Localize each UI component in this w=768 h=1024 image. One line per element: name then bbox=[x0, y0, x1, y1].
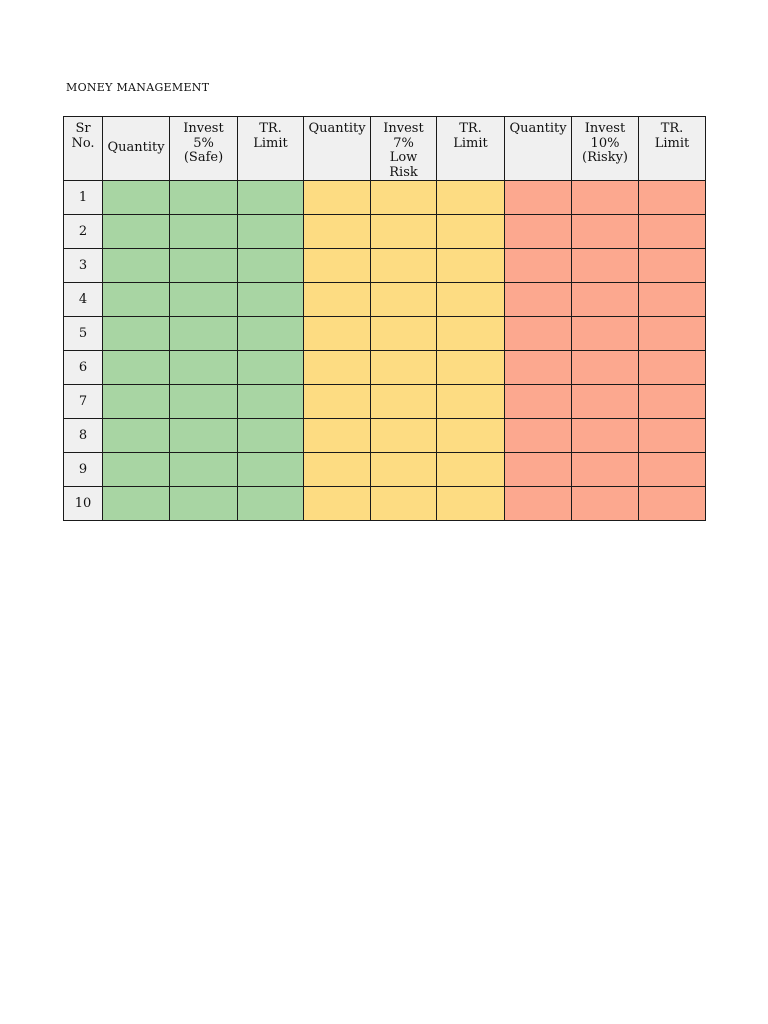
invest-5-safe-cell[interactable] bbox=[170, 453, 238, 487]
tr-limit-low-risk-cell[interactable] bbox=[437, 351, 505, 385]
tr-limit-risky-cell[interactable] bbox=[639, 181, 706, 215]
invest-5-safe-cell[interactable] bbox=[170, 249, 238, 283]
invest-5-safe-cell[interactable] bbox=[170, 317, 238, 351]
tr-limit-risky-cell[interactable] bbox=[639, 283, 706, 317]
quantity-low-risk-cell[interactable] bbox=[304, 453, 371, 487]
quantity-risky-cell[interactable] bbox=[505, 249, 572, 283]
money-management-table bbox=[63, 116, 706, 521]
table-row bbox=[64, 249, 706, 283]
invest-5-safe-cell[interactable] bbox=[170, 215, 238, 249]
header-quantity-low-risk: Quantity bbox=[304, 117, 371, 181]
document-title: MONEY MANAGEMENT bbox=[66, 81, 210, 94]
invest-5-safe-cell[interactable] bbox=[170, 283, 238, 317]
quantity-safe-cell[interactable] bbox=[103, 317, 170, 351]
invest-7-low-risk-cell[interactable] bbox=[371, 283, 437, 317]
header-invest-7-low-risk: Invest 7% Low Risk bbox=[371, 117, 437, 181]
table-row bbox=[64, 317, 706, 351]
quantity-low-risk-cell[interactable] bbox=[304, 283, 371, 317]
invest-7-low-risk-cell[interactable] bbox=[371, 181, 437, 215]
tr-limit-risky-cell[interactable] bbox=[639, 385, 706, 419]
invest-10-risky-cell[interactable] bbox=[572, 453, 639, 487]
invest-7-low-risk-cell[interactable] bbox=[371, 249, 437, 283]
tr-limit-safe-cell[interactable] bbox=[238, 181, 304, 215]
header-tr-limit-low-risk: TR. Limit bbox=[437, 117, 505, 181]
invest-10-risky-cell[interactable] bbox=[572, 385, 639, 419]
invest-10-risky-cell[interactable] bbox=[572, 487, 639, 521]
invest-7-low-risk-cell[interactable] bbox=[371, 487, 437, 521]
tr-limit-low-risk-cell[interactable] bbox=[437, 453, 505, 487]
tr-limit-low-risk-cell[interactable] bbox=[437, 181, 505, 215]
quantity-risky-cell[interactable] bbox=[505, 215, 572, 249]
quantity-low-risk-cell[interactable] bbox=[304, 419, 371, 453]
invest-7-low-risk-cell[interactable] bbox=[371, 385, 437, 419]
tr-limit-safe-cell[interactable] bbox=[238, 487, 304, 521]
tr-limit-risky-cell[interactable] bbox=[639, 487, 706, 521]
sr-no-cell: 5 bbox=[64, 317, 103, 351]
table-row bbox=[64, 487, 706, 521]
quantity-risky-cell[interactable] bbox=[505, 419, 572, 453]
table-row bbox=[64, 453, 706, 487]
sr-no-cell: 10 bbox=[64, 487, 103, 521]
quantity-low-risk-cell[interactable] bbox=[304, 351, 371, 385]
tr-limit-low-risk-cell[interactable] bbox=[437, 385, 505, 419]
table-row bbox=[64, 351, 706, 385]
header-tr-limit-safe: TR. Limit bbox=[238, 117, 304, 181]
tr-limit-safe-cell[interactable] bbox=[238, 351, 304, 385]
quantity-low-risk-cell[interactable] bbox=[304, 181, 371, 215]
tr-limit-safe-cell[interactable] bbox=[238, 385, 304, 419]
tr-limit-risky-cell[interactable] bbox=[639, 419, 706, 453]
quantity-safe-cell[interactable] bbox=[103, 181, 170, 215]
invest-7-low-risk-cell[interactable] bbox=[371, 317, 437, 351]
tr-limit-safe-cell[interactable] bbox=[238, 215, 304, 249]
tr-limit-safe-cell[interactable] bbox=[238, 419, 304, 453]
tr-limit-low-risk-cell[interactable] bbox=[437, 215, 505, 249]
table-row bbox=[64, 419, 706, 453]
header-invest-5-safe: Invest 5% (Safe) bbox=[170, 117, 238, 181]
quantity-low-risk-cell[interactable] bbox=[304, 317, 371, 351]
header-invest-10-risky: Invest 10% (Risky) bbox=[572, 117, 639, 181]
quantity-risky-cell[interactable] bbox=[505, 453, 572, 487]
invest-5-safe-cell[interactable] bbox=[170, 181, 238, 215]
tr-limit-safe-cell[interactable] bbox=[238, 249, 304, 283]
quantity-risky-cell[interactable] bbox=[505, 385, 572, 419]
table-row bbox=[64, 215, 706, 249]
sr-no-cell: 4 bbox=[64, 283, 103, 317]
sr-no-cell: 1 bbox=[64, 181, 103, 215]
quantity-low-risk-cell[interactable] bbox=[304, 487, 371, 521]
quantity-low-risk-cell[interactable] bbox=[304, 215, 371, 249]
invest-7-low-risk-cell[interactable] bbox=[371, 215, 437, 249]
sr-no-cell: 2 bbox=[64, 215, 103, 249]
sr-no-cell: 8 bbox=[64, 419, 103, 453]
invest-10-risky-cell[interactable] bbox=[572, 249, 639, 283]
invest-10-risky-cell[interactable] bbox=[572, 215, 639, 249]
tr-limit-low-risk-cell[interactable] bbox=[437, 419, 505, 453]
quantity-risky-cell[interactable] bbox=[505, 317, 572, 351]
tr-limit-risky-cell[interactable] bbox=[639, 317, 706, 351]
tr-limit-safe-cell[interactable] bbox=[238, 283, 304, 317]
quantity-risky-cell[interactable] bbox=[505, 487, 572, 521]
quantity-safe-cell[interactable] bbox=[103, 385, 170, 419]
invest-10-risky-cell[interactable] bbox=[572, 181, 639, 215]
tr-limit-low-risk-cell[interactable] bbox=[437, 317, 505, 351]
quantity-low-risk-cell[interactable] bbox=[304, 249, 371, 283]
quantity-safe-cell[interactable] bbox=[103, 283, 170, 317]
sr-no-cell: 9 bbox=[64, 453, 103, 487]
invest-10-risky-cell[interactable] bbox=[572, 351, 639, 385]
header-row bbox=[64, 117, 706, 181]
tr-limit-risky-cell[interactable] bbox=[639, 351, 706, 385]
quantity-risky-cell[interactable] bbox=[505, 283, 572, 317]
quantity-risky-cell[interactable] bbox=[505, 351, 572, 385]
invest-10-risky-cell[interactable] bbox=[572, 419, 639, 453]
tr-limit-low-risk-cell[interactable] bbox=[437, 249, 505, 283]
header-sr-no: Sr No. bbox=[64, 117, 103, 181]
table-body bbox=[64, 181, 706, 521]
invest-10-risky-cell[interactable] bbox=[572, 317, 639, 351]
invest-5-safe-cell[interactable] bbox=[170, 419, 238, 453]
table-row bbox=[64, 181, 706, 215]
header-quantity-safe: Quantity bbox=[103, 117, 170, 181]
tr-limit-risky-cell[interactable] bbox=[639, 453, 706, 487]
sr-no-cell: 6 bbox=[64, 351, 103, 385]
table-row bbox=[64, 283, 706, 317]
invest-7-low-risk-cell[interactable] bbox=[371, 351, 437, 385]
quantity-safe-cell[interactable] bbox=[103, 215, 170, 249]
header-tr-limit-risky: TR. Limit bbox=[639, 117, 706, 181]
quantity-safe-cell[interactable] bbox=[103, 453, 170, 487]
invest-5-safe-cell[interactable] bbox=[170, 487, 238, 521]
table-row bbox=[64, 385, 706, 419]
tr-limit-safe-cell[interactable] bbox=[238, 453, 304, 487]
quantity-safe-cell[interactable] bbox=[103, 351, 170, 385]
tr-limit-low-risk-cell[interactable] bbox=[437, 487, 505, 521]
quantity-safe-cell[interactable] bbox=[103, 249, 170, 283]
quantity-safe-cell[interactable] bbox=[103, 419, 170, 453]
invest-5-safe-cell[interactable] bbox=[170, 385, 238, 419]
header-quantity-risky: Quantity bbox=[505, 117, 572, 181]
tr-limit-safe-cell[interactable] bbox=[238, 317, 304, 351]
sr-no-cell: 7 bbox=[64, 385, 103, 419]
quantity-risky-cell[interactable] bbox=[505, 181, 572, 215]
invest-7-low-risk-cell[interactable] bbox=[371, 419, 437, 453]
tr-limit-low-risk-cell[interactable] bbox=[437, 283, 505, 317]
invest-10-risky-cell[interactable] bbox=[572, 283, 639, 317]
tr-limit-risky-cell[interactable] bbox=[639, 215, 706, 249]
sr-no-cell: 3 bbox=[64, 249, 103, 283]
invest-5-safe-cell[interactable] bbox=[170, 351, 238, 385]
quantity-safe-cell[interactable] bbox=[103, 487, 170, 521]
quantity-low-risk-cell[interactable] bbox=[304, 385, 371, 419]
tr-limit-risky-cell[interactable] bbox=[639, 249, 706, 283]
invest-7-low-risk-cell[interactable] bbox=[371, 453, 437, 487]
